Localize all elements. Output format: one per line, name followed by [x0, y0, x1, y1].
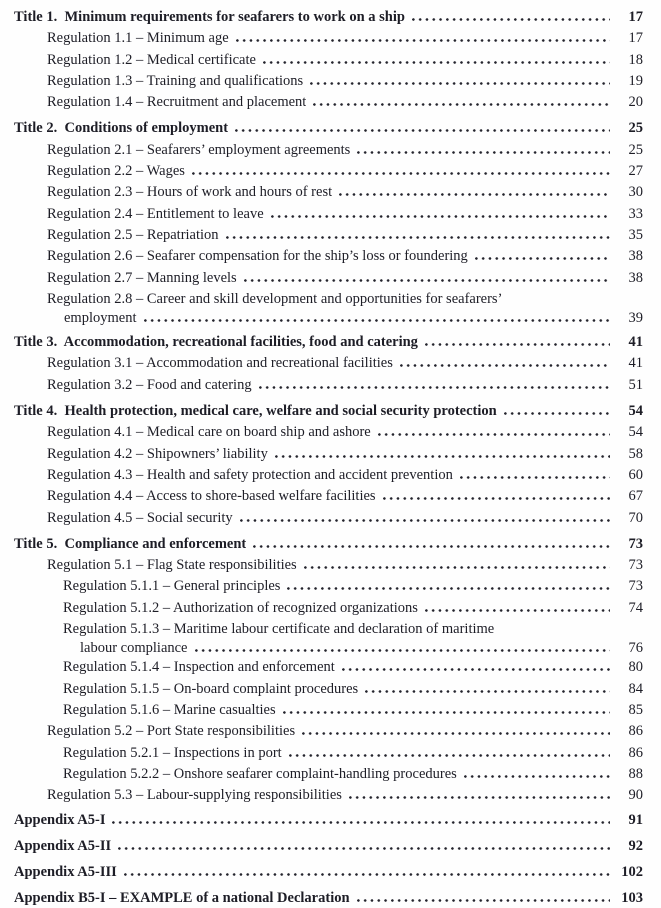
toc-row [14, 332, 643, 353]
dot-leader [383, 497, 610, 500]
toc-entry-label: Regulation 5.1.1 – General principles [63, 578, 281, 595]
toc-row [14, 225, 643, 246]
toc-page-number: 103 [621, 890, 643, 907]
toc-row [14, 534, 643, 555]
dot-leader [400, 364, 610, 367]
toc-entry-label: Regulation 5.2.1 – Inspections in port [63, 744, 282, 761]
dot-leader [275, 455, 610, 458]
toc-entry-label: Regulation 5.1.5 – On-board complaint procedures [63, 680, 359, 697]
toc-entry-label: Title 5. Compliance and enforcement [14, 535, 247, 552]
toc-entry-label: Regulation 2.1 – Seafarers’ employment agreements [47, 141, 351, 158]
toc-row [14, 268, 643, 289]
toc-page-number: 17 [628, 9, 643, 25]
toc-entry-label: Regulation 1.1 – Minimum age [47, 30, 229, 47]
toc-page-number: 54 [628, 403, 643, 420]
toc-row [14, 140, 643, 161]
dot-leader [357, 899, 610, 902]
toc-page-number: 41 [628, 355, 643, 372]
toc-row [14, 555, 643, 576]
toc-page-number: 35 [628, 226, 643, 243]
toc-page-number: 19 [628, 72, 643, 89]
toc-entry-label: Title 3. Accommodation, recreational facilities, food and catering [14, 334, 418, 351]
toc-row [14, 743, 643, 764]
toc-entry-label: Regulation 4.1 – Medical care on board ship and ashore [47, 424, 371, 441]
dot-leader [236, 39, 610, 42]
toc-page-number: 54 [628, 424, 643, 441]
dot-leader [283, 711, 610, 714]
toc-row [14, 444, 643, 465]
toc-entry-label: Title 2. Conditions of employment [14, 120, 229, 137]
toc-row [14, 310, 643, 327]
toc-page-number: 25 [628, 141, 643, 158]
dot-leader [357, 151, 610, 154]
toc-row [14, 508, 643, 529]
dot-leader [240, 519, 610, 522]
toc-entry-label: Regulation 4.4 – Access to shore-based welfare facilities [47, 488, 376, 505]
toc-entry-label: Appendix A5-III [14, 864, 117, 881]
toc-row [14, 887, 643, 908]
dot-leader [271, 215, 610, 218]
toc-row [14, 246, 643, 267]
toc-entry-label: Regulation 2.3 – Hours of work and hours of rest [47, 184, 333, 201]
toc-entry-label: Regulation 5.3 – Labour-supplying responsibilities [47, 787, 342, 804]
toc-row [14, 7, 643, 28]
toc-entry-label: Regulation 4.3 – Health and safety protection and accident prevention [47, 466, 453, 483]
toc-page-number: 41 [628, 334, 643, 351]
toc-row [14, 657, 643, 678]
toc-entry-label: Regulation 1.4 – Recruitment and placement [47, 94, 307, 111]
toc-entry-label: Regulation 5.1.6 – Marine casualties [63, 701, 276, 718]
dot-leader [226, 236, 610, 239]
dot-leader [304, 566, 610, 569]
dot-leader [504, 412, 610, 415]
toc-entry-label: Regulation 5.1.3 – Maritime labour certificate and declaration of maritime [63, 621, 495, 638]
toc-row [14, 92, 643, 113]
toc-entry-label: Regulation 2.4 – Entitlement to leave [47, 205, 264, 222]
toc-row [14, 182, 643, 203]
toc-page-number: 38 [628, 248, 643, 265]
toc-page-number: 39 [628, 310, 643, 327]
toc-row [14, 401, 643, 422]
toc-page-number: 67 [628, 488, 643, 505]
toc-row [14, 640, 643, 657]
dot-leader [289, 754, 610, 757]
dot-leader [287, 587, 610, 590]
toc-entry-label: employment [64, 310, 137, 327]
dot-leader [313, 103, 610, 106]
toc-row [14, 161, 643, 182]
dot-leader [192, 172, 610, 175]
toc-page-number: 17 [628, 30, 643, 47]
toc-page-number: 73 [628, 557, 643, 574]
toc-page-number: 74 [628, 599, 643, 616]
dot-leader [425, 343, 610, 346]
toc-page-number: 73 [628, 578, 643, 595]
dot-leader [195, 649, 611, 652]
dot-leader [263, 61, 610, 64]
toc-row [14, 598, 643, 619]
toc-page-number: 76 [628, 640, 643, 657]
toc-row [14, 118, 643, 139]
toc-row [14, 204, 643, 225]
toc-entry-label: Appendix A5-I [14, 812, 106, 829]
toc-page-number: 27 [628, 163, 643, 180]
toc-page-number: 86 [628, 723, 643, 740]
toc-entry-label: Title 1. Minimum requirements for seafarers to work on a ship [14, 9, 405, 25]
dot-leader [124, 873, 610, 876]
toc-page-number: 73 [628, 535, 643, 552]
toc-entry-label: Appendix A5-II [14, 838, 112, 855]
toc-entry-label: Regulation 2.8 – Career and skill development and opportunities for seafarers’ [47, 290, 503, 307]
toc-page-number: 88 [628, 765, 643, 782]
dot-leader [235, 129, 610, 132]
toc-row [14, 835, 643, 858]
toc-row [14, 861, 643, 884]
toc-row [14, 465, 643, 486]
toc-row [14, 809, 643, 832]
toc-entry-label: Regulation 4.5 – Social security [47, 509, 233, 526]
dot-leader [310, 82, 610, 85]
toc-row [14, 50, 643, 71]
toc-entry-label: Regulation 5.1.4 – Inspection and enforcement [63, 659, 335, 676]
toc-row [14, 721, 643, 742]
toc-page-number: 92 [628, 838, 643, 855]
dot-leader [259, 386, 610, 389]
dot-leader [118, 847, 610, 850]
dot-leader [253, 545, 610, 548]
toc-row [14, 764, 643, 785]
toc-page-number: 86 [628, 744, 643, 761]
toc-entry-label: Regulation 5.1 – Flag State responsibilities [47, 557, 297, 574]
toc-row [14, 71, 643, 92]
toc-page-number: 51 [628, 376, 643, 393]
toc-page-number: 20 [628, 94, 643, 111]
toc-page-number: 38 [628, 269, 643, 286]
dot-leader [365, 690, 610, 693]
dot-leader [244, 279, 610, 282]
dot-leader [460, 476, 610, 479]
toc-page-number: 25 [628, 120, 643, 137]
dot-leader [342, 668, 610, 671]
toc-entry-label: Regulation 5.2.2 – Onshore seafarer complaint-handling procedures [63, 765, 457, 782]
toc-row [14, 619, 643, 640]
toc-row [14, 375, 643, 396]
dot-leader [425, 609, 610, 612]
dot-leader [349, 796, 610, 799]
toc-page-number: 33 [628, 205, 643, 222]
toc-entry-label: Regulation 3.2 – Food and catering [47, 376, 252, 393]
toc-row [14, 486, 643, 507]
toc-entry-label: Regulation 5.2 – Port State responsibilities [47, 723, 296, 740]
toc-entry-label: Regulation 1.3 – Training and qualifications [47, 72, 304, 89]
toc-page-number: 80 [628, 659, 643, 676]
toc-entry-label: Regulation 1.2 – Medical certificate [47, 51, 256, 68]
toc-page-number: 18 [628, 51, 643, 68]
dot-leader [475, 257, 610, 260]
toc-page-number: 84 [628, 680, 643, 697]
toc-row [14, 700, 643, 721]
toc-entry-label: Regulation 2.6 – Seafarer compensation for the ship’s loss or foundering [47, 248, 468, 265]
dot-leader [144, 319, 611, 322]
toc-entry-label: Appendix B5-I – EXAMPLE of a national Declaration [14, 890, 350, 907]
toc-page-number: 90 [628, 787, 643, 804]
table-of-contents [14, 7, 643, 908]
toc-page-number: 30 [628, 184, 643, 201]
toc-row [14, 28, 643, 49]
toc-entry-label: Regulation 4.2 – Shipowners’ liability [47, 445, 268, 462]
dot-leader [339, 193, 610, 196]
dot-leader [464, 775, 610, 778]
toc-entry-label: Regulation 2.7 – Manning levels [47, 269, 237, 286]
dot-leader [112, 821, 610, 824]
toc-row [14, 289, 643, 310]
toc-row [14, 576, 643, 597]
toc-page-number: 60 [628, 466, 643, 483]
dot-leader [302, 732, 610, 735]
toc-entry-label: Regulation 2.2 – Wages [47, 163, 185, 180]
toc-page-number: 91 [628, 812, 643, 829]
toc-entry-label: labour compliance [80, 640, 188, 657]
toc-entry-label: Regulation 3.1 – Accommodation and recreational facilities [47, 355, 393, 372]
toc-row [14, 679, 643, 700]
dot-leader [412, 18, 610, 21]
toc-entry-label: Title 4. Health protection, medical care, welfare and social security protection [14, 403, 497, 420]
toc-row [14, 353, 643, 374]
dot-leader [378, 433, 610, 436]
toc-row [14, 422, 643, 443]
toc-entry-label: Regulation 2.5 – Repatriation [47, 226, 219, 243]
toc-page-number: 85 [628, 701, 643, 718]
toc-page-number: 102 [621, 864, 643, 881]
toc-page-number: 58 [628, 445, 643, 462]
toc-entry-label: Regulation 5.1.2 – Authorization of recognized organizations [63, 599, 418, 616]
toc-row [14, 785, 643, 806]
toc-page-number: 70 [628, 509, 643, 526]
